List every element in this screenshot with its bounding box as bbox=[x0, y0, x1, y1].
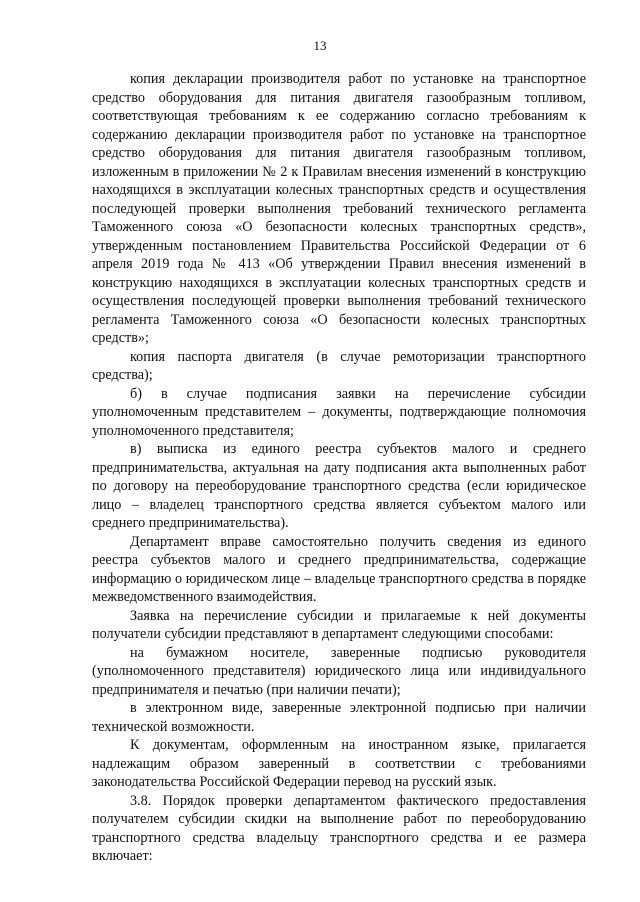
paragraph-item-b: б) в случае подписания заявки на перечисление субсидии уполномоченным представителем – документы, подтверждающие полномочия уполномоченного представителя; bbox=[92, 385, 586, 439]
page-number: 13 bbox=[313, 38, 327, 53]
paragraph-foreign-language: К документам, оформленным на иностранном языке, прилагается надлежащим образом заверенный в соответствии с требованиями законодательства Российской Федерации перевод на русский язык. bbox=[92, 737, 586, 790]
paragraph-department-rights: Департамент вправе самостоятельно получить сведения из единого реестра субъектов малого и среднего предпринимательства, содержащие информацию о юридическом лице – владельце транспортного средства в порядке межведомственного взаимодействия. bbox=[92, 533, 586, 605]
paragraph-item-v: в) выписка из единого реестра субъектов малого и среднего предпринимательства, актуальная на дату подписания акта выполненных работ по договору на переоборудование транспортного средства (если юридическое лицо – владелец транспортного средства является субъектом малого или среднего предпринимательства). bbox=[92, 441, 586, 531]
paragraph-declaration-copy: копия декларации производителя работ по установке на транспортное средство оборудования для питания двигателя газообразным топливом, соответствующая требованиям к ее содержанию согласно требованиям к содержанию декларации производителя работ по установке на транспортное средство оборудования для питания двигателя газообразным топливом, изложенным в приложении № 2 к Правилам внесения изменений в конструкцию находящихся в эксплуатации колесных транспортных средств и осуществления последующей проверки выполнения требований технического регламента Таможенного союза «О безопасности колесных транспортных средств», утвержденным постановлением Правительства Российской Федерации от 6 апреля 2019 года № 413 «Об утверждении Правил внесения изменений в конструкцию находящихся в эксплуатации колесных транспортных средств и осуществления последующей проверки выполнения требований технического регламента Таможенного союза «О безопасности колесных транспортных средств»; bbox=[92, 71, 586, 346]
paragraph-section-3-8: 3.8. Порядок проверки департаментом фактического предоставления получателем субсидии скидки на выполнение работ по переоборудованию транспортного средства владельцу транспортного средства и ее размера включает: bbox=[92, 792, 586, 864]
paragraph-submission-methods: Заявка на перечисление субсидии и прилагаемые к ней документы получатели субсидии представляют в департамент следующими способами: bbox=[92, 607, 586, 642]
paragraph-electronic-form: в электронном виде, заверенные электронной подписью при наличии технической возможности. bbox=[92, 700, 586, 735]
paragraph-engine-passport: копия паспорта двигателя (в случае ремоторизации транспортного средства); bbox=[92, 348, 586, 383]
document-body bbox=[92, 70, 586, 866]
paragraph-paper-form: на бумажном носителе, заверенные подписью руководителя (уполномоченного представителя) юридического лица или индивидуального предпринимателя и печатью (при наличии печати); bbox=[92, 644, 586, 698]
